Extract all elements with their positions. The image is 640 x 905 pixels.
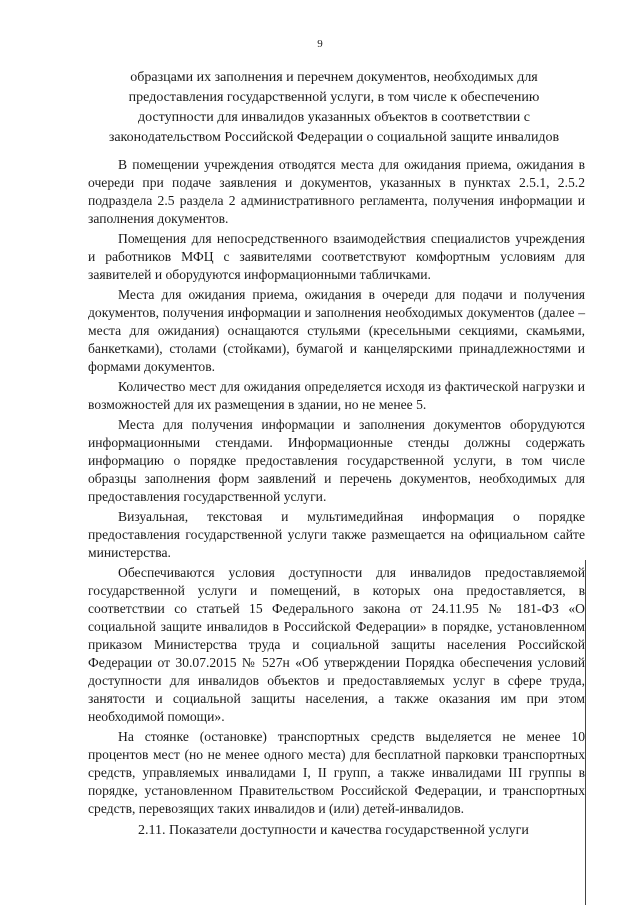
paragraph: В помещении учреждения отводятся места для ожидания приема, ожидания в очереди при подаче заявления и документов, указанных в пунктах 2.5.1, 2.5.2 подраздела 2.5 раздела 2 административного регламента, получения информации и заполнения документов. — [88, 157, 585, 226]
page-number: 9 — [317, 38, 323, 50]
document-body — [88, 156, 585, 820]
heading-line: образцами их заполнения и перечнем документов, необходимых для — [130, 70, 538, 85]
heading-line: законодательством Российской Федерации о социальной защите инвалидов — [108, 130, 560, 145]
paragraph: Места для получения информации и заполнения документов оборудуются информационными стендами. Информационные стенды должны содержать информацию о порядке предоставления государственной услуги, в том числе образцы заполнения форм заявлений и перечень документов, необходимых для предоставления государственной услуги. — [88, 417, 585, 504]
heading-line: доступности для инвалидов указанных объектов в соответствии с — [137, 110, 531, 125]
paragraph: На стоянке (остановке) транспортных средств выделяется не менее 10 процентов мест (но не менее одного места) для бесплатной парковки транспортных средств, управляемых инвалидами I, II групп, а также инвалидами III группы в порядке, установленном Правительством Российской Федерации, и транспортных средств, перевозящих таких инвалидов и (или) детей-инвалидов. — [88, 729, 585, 816]
paragraph: Обеспечиваются условия доступности для инвалидов предоставляемой государственной услуги и помещений, в которых она предоставляется, в соответствии со статьей 15 Федерального закона от 24.11.95 № 181-ФЗ «О социальной защите инвалидов в Российской Федерации» в порядке, установленном приказом Министерства труда и социальной защиты населения Российской Федерации от 30.07.2015 № 527н «Об утверждении Порядка обеспечения условий доступности для инвалидов объектов и предоставляемых услуг в сфере труда, занятости и социальной защиты населения, а также оказания им при этом необходимой помощи». — [88, 565, 585, 724]
subsection-heading: 2.11. Показатели доступности и качества государственной услуги — [138, 823, 529, 838]
heading-line: предоставления государственной услуги, в том числе к обеспечению — [128, 90, 540, 105]
paragraph: Места для ожидания приема, ожидания в очереди для подачи и получения документов, получения информации и заполнения необходимых документов (далее – места для ожидания) оснащаются стульями (кресельными секциями, скамьями, банкетками), столами (стойками), бумагой и канцелярскими принадлежностями и формами документов. — [88, 287, 585, 374]
paragraph: Помещения для непосредственного взаимодействия специалистов учреждения и работников МФЦ с заявителями соответствуют комфортным условиям для заявителей и оборудуются информационными табличками. — [88, 231, 585, 282]
paragraph: Визуальная, текстовая и мультимедийная информация о порядке предоставления государственной услуги также размещается на официальном сайте министерства. — [88, 509, 585, 560]
margin-rule — [585, 560, 586, 905]
paragraph: Количество мест для ожидания определяется исходя из фактической нагрузки и возможностей для их размещения в здании, но не менее 5. — [88, 379, 585, 412]
section-heading — [88, 68, 580, 148]
